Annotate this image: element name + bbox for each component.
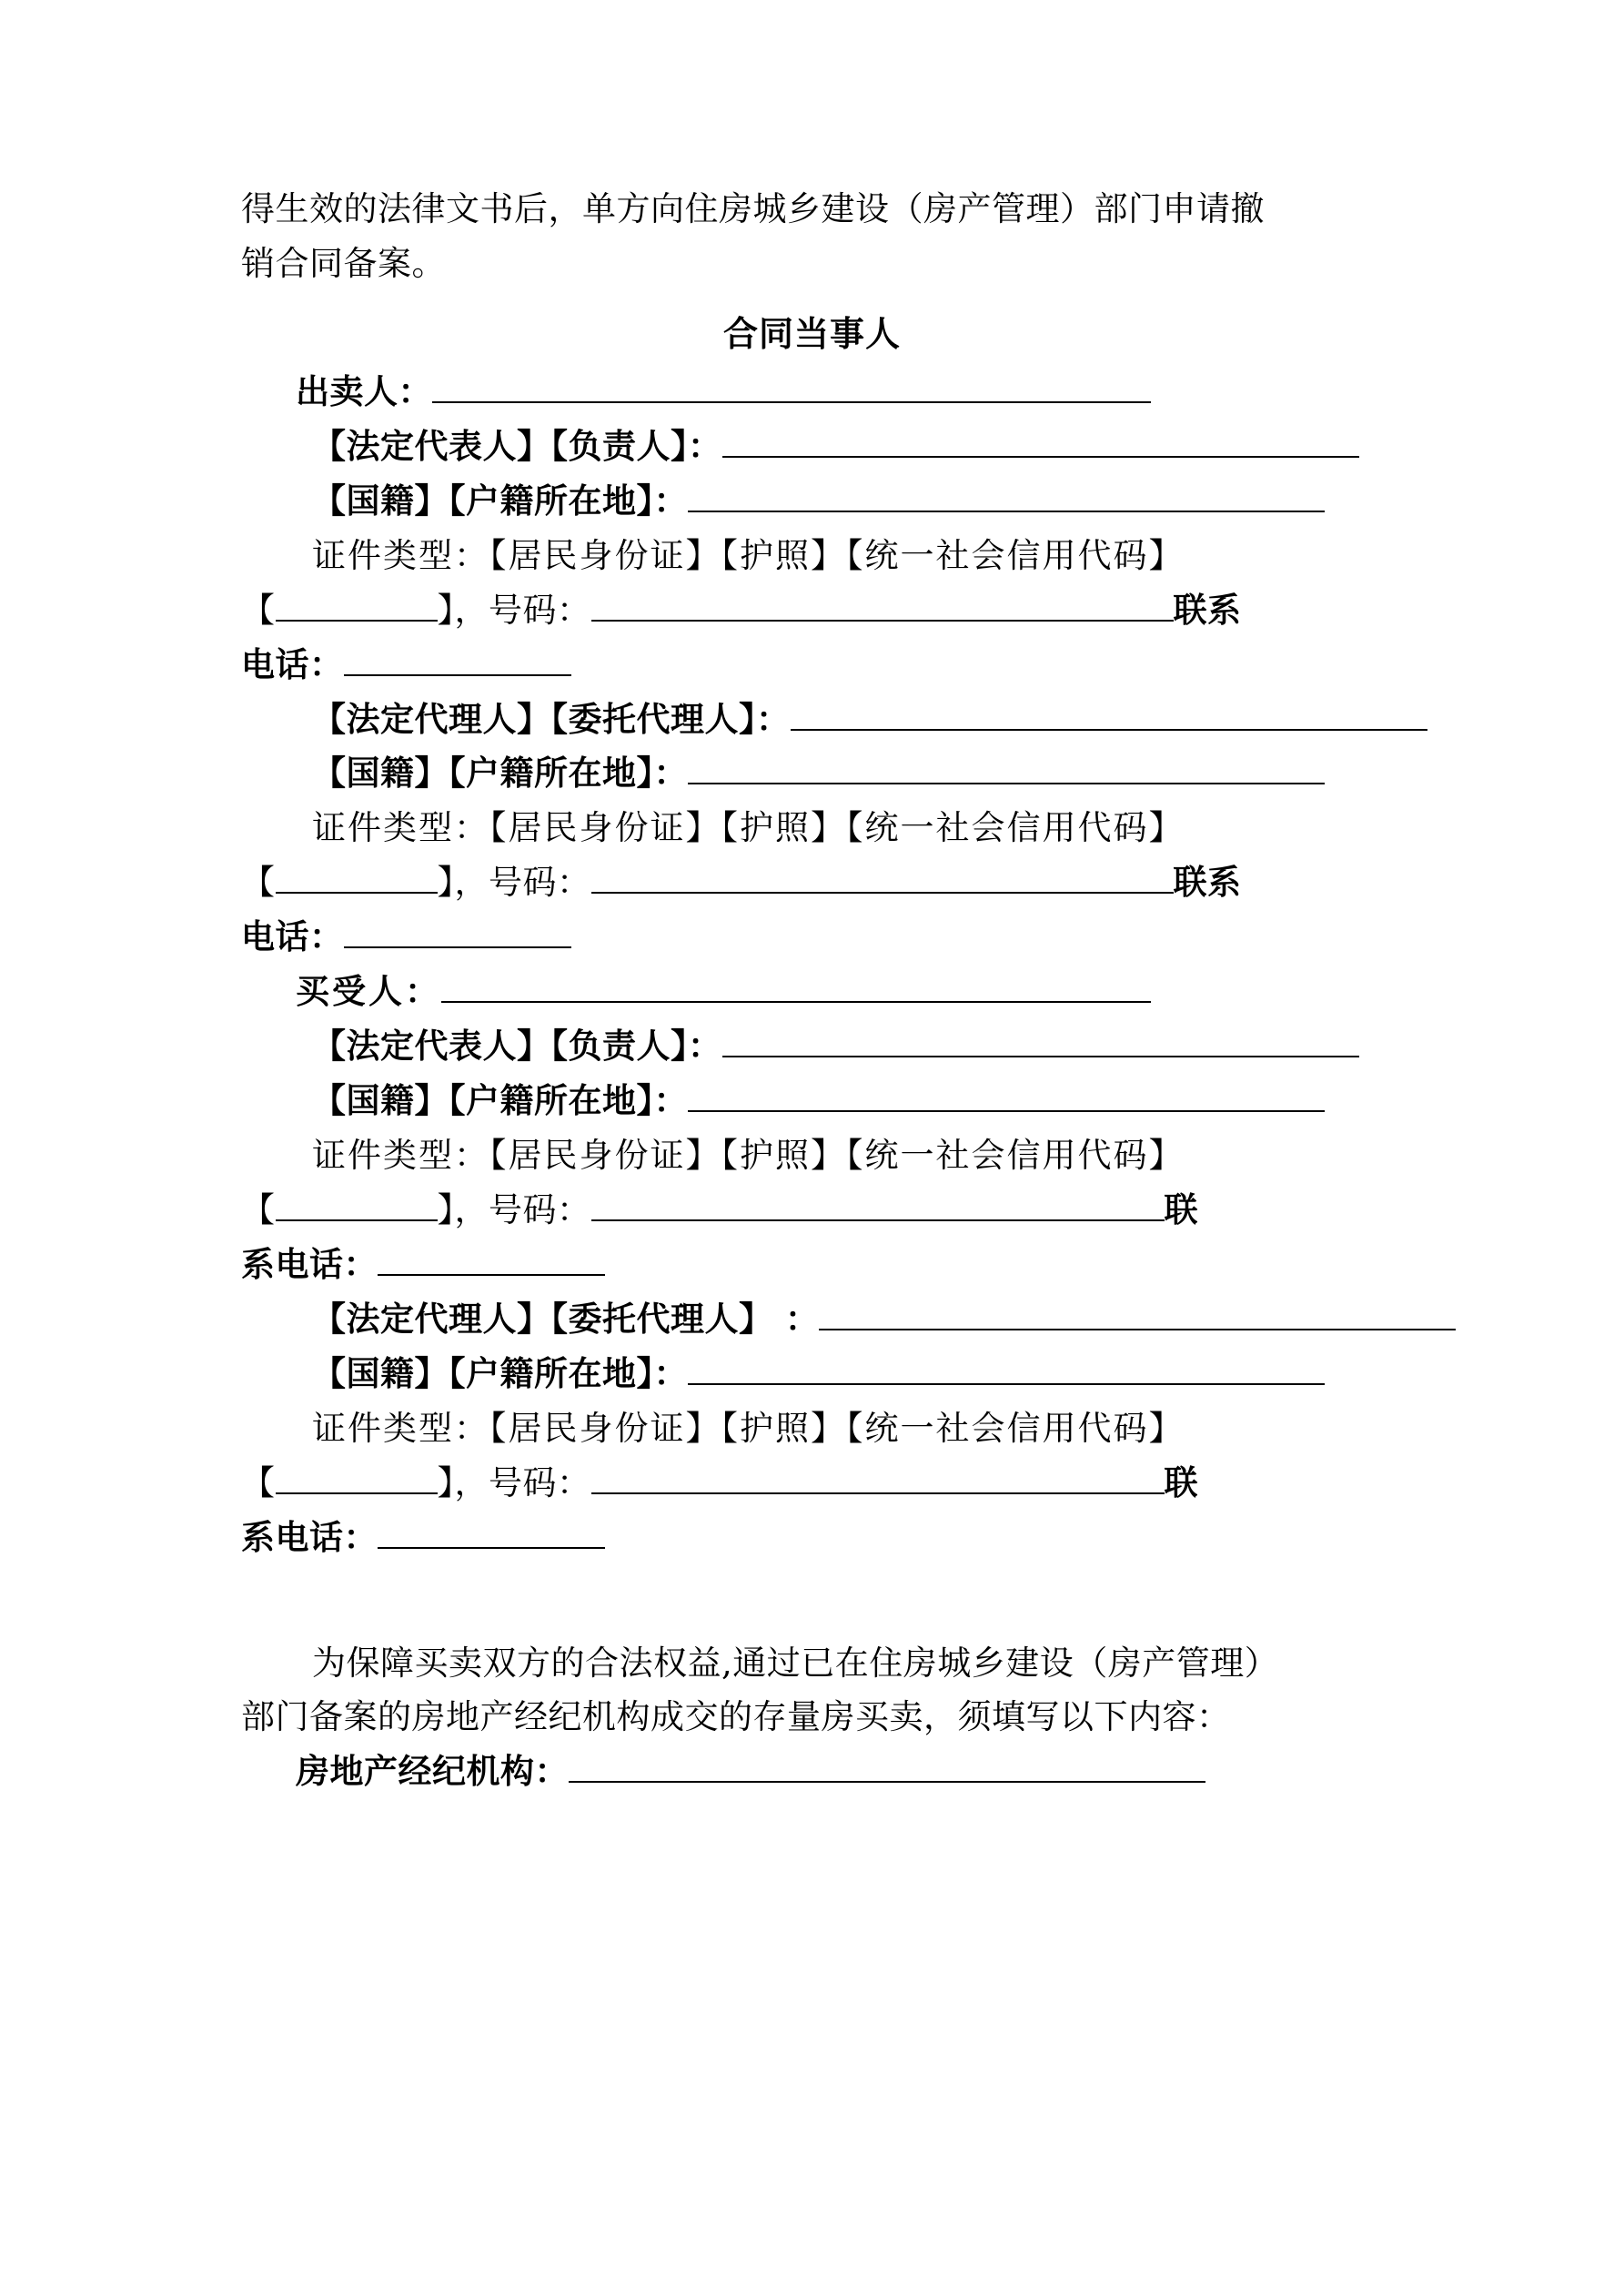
- buyer-phone-label: 系电话：: [241, 1243, 378, 1284]
- seller-agent-id-blank-suffix: 】，号码：: [437, 863, 591, 903]
- buyer-legal-rep-row: [241, 1019, 1383, 1074]
- buyer-nationality-blank[interactable]: [688, 1077, 1325, 1112]
- seller-nationality-label: 【国籍】【户籍所在地】：: [312, 480, 688, 521]
- seller-id-blank-suffix: 】，号码：: [437, 590, 591, 630]
- buyer-agent-nationality-row: [241, 1347, 1383, 1401]
- closing-line-1: 为保障买卖双方的合法权益,通过已在住房城乡建设（房产管理）: [312, 1643, 1279, 1683]
- buyer-contact-tail: 联: [1164, 1188, 1198, 1229]
- section-title-contract-parties: 合同当事人: [722, 312, 901, 354]
- seller-legal-rep-blank[interactable]: [722, 423, 1359, 458]
- buyer-agent-id-type-label: 证件类型：【居民身份证】【护照】【统一社会信用代码】: [312, 1408, 1185, 1448]
- seller-id-number-blank[interactable]: [591, 587, 1174, 622]
- buyer-row: [241, 965, 1383, 1019]
- closing-line-2: 部门备案的房地产经纪机构成交的存量房买卖，须填写以下内容：: [241, 1697, 1231, 1737]
- seller-agent-nationality-row: [241, 746, 1383, 801]
- buyer-agent-label: 【法定代理人】【委托代理人】 ：: [312, 1298, 820, 1339]
- buyer-id-blank-prefix: 【: [241, 1189, 276, 1229]
- seller-agent-phone-blank[interactable]: [344, 914, 571, 948]
- seller-id-blank-prefix: 【: [241, 590, 276, 630]
- seller-agent-row: [241, 693, 1383, 747]
- seller-agent-id-type-label: 证件类型：【居民身份证】【护照】【统一社会信用代码】: [312, 808, 1185, 848]
- buyer-agent-phone-blank[interactable]: [378, 1514, 605, 1549]
- intro-paragraph: [241, 182, 1383, 291]
- seller-agent-label: 【法定代理人】【委托代理人】：: [312, 698, 791, 739]
- seller-id-type-row: [241, 529, 1383, 583]
- seller-legal-rep-row: [241, 420, 1383, 474]
- seller-name-blank[interactable]: [432, 369, 1151, 403]
- agency-label: 房地产经纪机构：: [296, 1751, 569, 1792]
- seller-agent-id-type-blank[interactable]: [276, 861, 438, 894]
- seller-id-type-blank[interactable]: [276, 589, 438, 622]
- buyer-agent-id-blank-prefix: 【: [241, 1462, 276, 1502]
- buyer-agent-blank[interactable]: [819, 1296, 1456, 1330]
- seller-nationality-row: [241, 474, 1383, 529]
- closing-paragraph: [241, 1636, 1383, 1745]
- seller-row: [241, 365, 1383, 420]
- buyer-id-type-row: [241, 1128, 1383, 1183]
- seller-agent-phone-row: [241, 910, 1383, 965]
- seller-agent-id-number-blank[interactable]: [591, 859, 1174, 894]
- intro-line-1: 得生效的法律文书后，单方向住房城乡建设（房产管理）部门申请撤: [241, 189, 1265, 228]
- seller-contact-tail: 联系: [1173, 589, 1242, 630]
- seller-phone-row: [241, 638, 1383, 693]
- buyer-id-number-row: [241, 1183, 1383, 1238]
- buyer-id-number-blank[interactable]: [591, 1187, 1165, 1221]
- buyer-name-blank[interactable]: [441, 968, 1151, 1003]
- seller-agent-id-number-row: [241, 855, 1383, 910]
- seller-agent-contact-tail: 联系: [1173, 862, 1242, 903]
- seller-phone-blank[interactable]: [344, 642, 571, 676]
- buyer-agent-id-number-blank[interactable]: [591, 1460, 1165, 1494]
- seller-legal-rep-label: 【法定代表人】【负责人】：: [312, 425, 722, 466]
- buyer-legal-rep-blank[interactable]: [722, 1023, 1359, 1057]
- document-body: [241, 182, 1383, 1799]
- buyer-nationality-label: 【国籍】【户籍所在地】：: [312, 1080, 688, 1121]
- seller-agent-id-type-row: [241, 801, 1383, 855]
- buyer-agent-phone-label: 系电话：: [241, 1516, 378, 1557]
- agency-row: [241, 1745, 1383, 1799]
- buyer-phone-row: [241, 1238, 1383, 1292]
- buyer-agent-row: [241, 1292, 1383, 1347]
- buyer-agent-id-number-row: [241, 1456, 1383, 1511]
- seller-agent-nationality-label: 【国籍】【户籍所在地】：: [312, 753, 688, 794]
- buyer-id-type-label: 证件类型：【居民身份证】【护照】【统一社会信用代码】: [312, 1136, 1185, 1175]
- buyer-phone-blank[interactable]: [378, 1241, 605, 1276]
- buyer-label: 买受人：: [296, 971, 441, 1012]
- seller-agent-nationality-blank[interactable]: [688, 750, 1325, 784]
- buyer-legal-rep-label: 【法定代表人】【负责人】：: [312, 1026, 722, 1067]
- buyer-id-type-blank[interactable]: [276, 1188, 438, 1221]
- section-gap: [241, 1565, 1383, 1636]
- buyer-agent-nationality-blank[interactable]: [688, 1350, 1325, 1385]
- buyer-agent-nationality-label: 【国籍】【户籍所在地】：: [312, 1352, 688, 1393]
- seller-label: 出卖人：: [296, 370, 432, 411]
- seller-agent-blank[interactable]: [791, 696, 1427, 731]
- seller-id-number-row: [241, 583, 1383, 638]
- seller-id-type-label: 证件类型：【居民身份证】【护照】【统一社会信用代码】: [312, 535, 1185, 575]
- intro-line-2: 销合同备案。: [241, 243, 446, 283]
- buyer-agent-id-type-row: [241, 1401, 1383, 1456]
- agency-blank[interactable]: [569, 1748, 1205, 1783]
- seller-agent-id-blank-prefix: 【: [241, 863, 276, 903]
- buyer-agent-phone-row: [241, 1511, 1383, 1565]
- buyer-nationality-row: [241, 1074, 1383, 1128]
- buyer-agent-id-type-blank[interactable]: [276, 1462, 438, 1494]
- buyer-agent-id-blank-suffix: 】，号码：: [437, 1462, 591, 1502]
- seller-agent-phone-label: 电话：: [241, 916, 344, 957]
- buyer-agent-contact-tail: 联: [1164, 1462, 1198, 1502]
- seller-nationality-blank[interactable]: [688, 478, 1325, 512]
- buyer-id-blank-suffix: 】，号码：: [437, 1189, 591, 1229]
- seller-phone-label: 电话：: [241, 643, 344, 684]
